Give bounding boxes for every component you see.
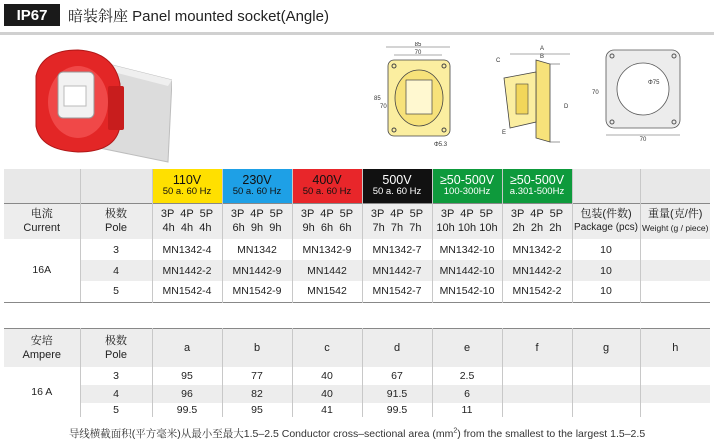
table2-header-row — [4, 329, 710, 367]
col-500v-poles: 3P 4P 5P 7h 7h 7h — [362, 203, 432, 239]
product-code-table — [4, 169, 710, 303]
dim-side-b: B — [540, 54, 545, 60]
col-pole: 极数 Pole — [80, 203, 152, 239]
voltage-50-500v-100-300hz: ≥50-500V 100-300Hz — [432, 169, 502, 203]
col-dim-h: h — [672, 341, 679, 354]
table-row: 4 MN1442-2 MN1442-9 MN1442 MN1442-7 MN1442-10 MN1442-2 10 — [4, 260, 710, 281]
col-400v-poles: 3P 4P 5P 9h 6h 6h — [292, 203, 362, 239]
voltage-500v: 500V 50 a. 60 Hz — [362, 169, 432, 203]
dim-front-hole: Φ5.3 — [434, 142, 448, 148]
dim-front-width-inner: 70 — [414, 50, 422, 56]
col-pole: 极数 Pole — [80, 329, 152, 367]
table-row: 5 99.5 95 41 99.5 11 — [4, 403, 710, 417]
back-view-drawing — [590, 42, 698, 142]
table-row: 5 MN1542-4 MN1542-9 MN1542 MN1542-7 MN1542-10 MN1542-2 10 — [4, 281, 710, 302]
side-view-drawing — [480, 42, 580, 160]
col-dim-g: g — [572, 329, 640, 367]
dim-side-e: E — [502, 130, 507, 136]
voltage-400v: 400V 50 a. 60 Hz — [292, 169, 362, 203]
ip-rating-badge: IP67 — [4, 4, 60, 26]
dim-front-width: 85 — [414, 42, 422, 48]
voltage-110v: 110V 50 a. 60 Hz — [152, 169, 222, 203]
table-row: 16A 3 MN1342-4 MN1342 MN1342-9 MN1342-7 MN1342-10 MN1342-2 10 — [4, 239, 710, 260]
col-dim-b: b — [222, 329, 292, 367]
col-package: 包装(件数) Package (pcs) — [572, 203, 640, 239]
dim-back-circle: Φ75 — [648, 80, 660, 86]
dim-side-d: D — [564, 104, 569, 110]
col-100-300hz-poles: 3P 4P 5P 10h 10h 10h — [432, 203, 502, 239]
ampere-value: 16 A — [4, 367, 80, 417]
col-ampere: 安培 Ampere — [4, 329, 80, 367]
voltage-row — [4, 169, 710, 203]
col-dim-a: a — [152, 329, 222, 367]
col-weight: 重量(克/件) Weight (g / piece) — [642, 208, 709, 234]
voltage-50-500v-301-500hz: ≥50-500V a.301-500Hz — [502, 169, 572, 203]
dim-front-height-inner: 70 — [380, 104, 387, 110]
page-title: 暗装斜座 Panel mounted socket(Angle) — [68, 7, 329, 25]
page-header — [0, 0, 714, 30]
dim-side-a: A — [540, 46, 545, 52]
table-row: 4 96 82 40 91.5 6 — [4, 385, 710, 403]
col-110v-poles: 3P 4P 5P 4h 4h 4h — [152, 203, 222, 239]
voltage-230v: 230V 50 a. 60 Hz — [222, 169, 292, 203]
front-view-drawing — [370, 42, 466, 160]
col-230v-poles: 3P 4P 5P 6h 9h 9h — [222, 203, 292, 239]
current-value: 16A — [4, 239, 80, 302]
dim-front-height: 85 — [374, 96, 381, 102]
col-dim-c: c — [292, 329, 362, 367]
dim-back-width: 70 — [639, 137, 647, 142]
table1-header-row — [4, 203, 710, 239]
col-dim-d: d — [362, 329, 432, 367]
header-divider — [0, 32, 714, 35]
col-dim-e: e — [432, 329, 502, 367]
dim-back-height: 70 — [592, 90, 599, 96]
dimension-table — [4, 328, 710, 417]
col-current: 电流 Current — [4, 203, 80, 239]
conductor-footnote: 导线横截面积(平方毫米)从最小至最大1.5–2.5 Conductor cross–sectional area $(mm^2)$ from the smallest to the largest 1.5–2.5 — [68, 427, 646, 440]
product-photo — [22, 40, 172, 164]
col-dim-f: f — [502, 329, 572, 367]
table-row: 16 A 3 95 77 40 67 2.5 — [4, 367, 710, 385]
col-301-500hz-poles: 3P 4P 5P 2h 2h 2h — [502, 203, 572, 239]
dim-side-c: C — [496, 58, 501, 64]
